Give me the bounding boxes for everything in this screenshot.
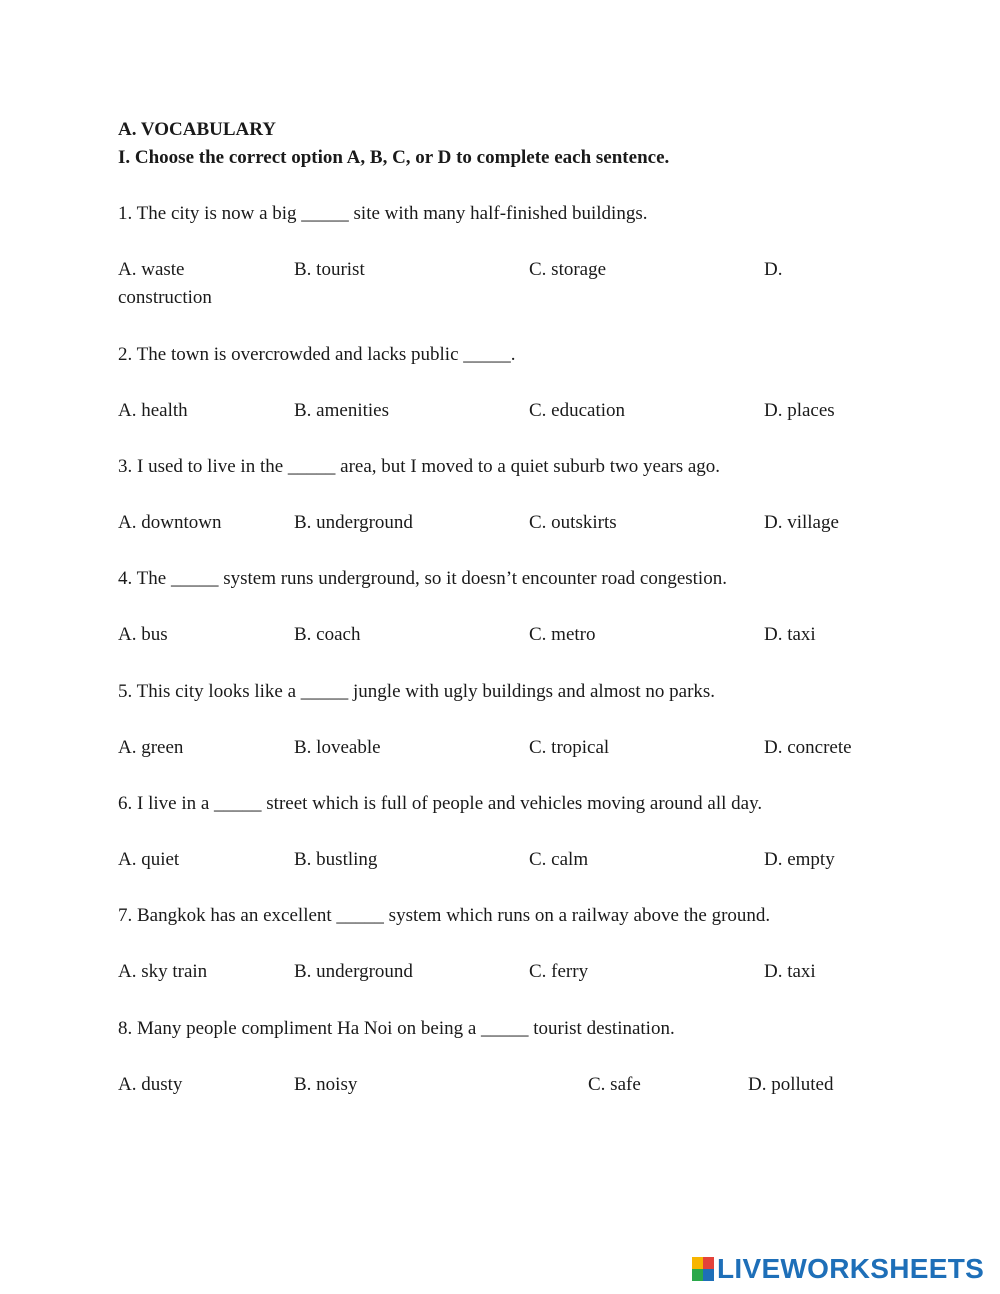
question-1-options bbox=[118, 257, 918, 313]
question-4-option-d[interactable]: D. taxi bbox=[764, 624, 816, 645]
question-7-option-a[interactable]: A. sky train bbox=[118, 961, 208, 982]
question-1-option-d-continuation[interactable]: construction bbox=[118, 287, 212, 308]
question-6-option-b[interactable]: B. bustling bbox=[294, 849, 378, 870]
logo-square-green bbox=[692, 1269, 703, 1281]
question-1-option-c[interactable]: C. storage bbox=[529, 259, 607, 280]
question-2-option-a[interactable]: A. health bbox=[118, 400, 188, 421]
question-5-option-c[interactable]: C. tropical bbox=[529, 737, 610, 758]
question-8-option-a[interactable]: A. dusty bbox=[118, 1074, 183, 1095]
question-4: 4. The _____ system runs underground, so it doesn’t encounter road congestion. bbox=[118, 568, 727, 589]
question-3: 3. I used to live in the _____ area, but I moved to a quiet suburb two years ago. bbox=[118, 456, 721, 477]
question-8-option-b[interactable]: B. noisy bbox=[294, 1074, 358, 1095]
question-5-option-b[interactable]: B. loveable bbox=[294, 737, 381, 758]
question-2-option-b[interactable]: B. amenities bbox=[294, 400, 389, 421]
question-4-options bbox=[118, 622, 918, 678]
question-7-option-c[interactable]: C. ferry bbox=[529, 961, 589, 982]
question-4-option-a[interactable]: A. bus bbox=[118, 624, 168, 645]
question-7-option-b[interactable]: B. underground bbox=[294, 961, 413, 982]
question-7-options bbox=[118, 959, 918, 1015]
question-6-option-d[interactable]: D. empty bbox=[764, 849, 835, 870]
question-4-option-b[interactable]: B. coach bbox=[294, 624, 361, 645]
question-7: 7. Bangkok has an excellent _____ system which runs on a railway above the ground. bbox=[118, 905, 771, 926]
question-3-option-d[interactable]: D. village bbox=[764, 512, 839, 533]
question-7-option-d[interactable]: D. taxi bbox=[764, 961, 816, 982]
question-6: 6. I live in a _____ street which is full of people and vehicles moving around all day. bbox=[118, 793, 763, 814]
question-3-options bbox=[118, 510, 918, 566]
question-1-option-a[interactable]: A. waste bbox=[118, 259, 185, 280]
question-1: 1. The city is now a big _____ site with many half-finished buildings. bbox=[118, 203, 648, 224]
logo-square-blue bbox=[703, 1269, 714, 1281]
question-8-option-c[interactable]: C. safe bbox=[588, 1074, 641, 1095]
question-1-option-d[interactable]: D. bbox=[764, 259, 783, 280]
liveworksheets-logo-icon bbox=[692, 1257, 714, 1281]
question-6-options bbox=[118, 847, 918, 903]
liveworksheets-brand bbox=[692, 1252, 984, 1286]
question-6-option-a[interactable]: A. quiet bbox=[118, 849, 180, 870]
question-2-option-d[interactable]: D. places bbox=[764, 400, 835, 421]
section-title: A. VOCABULARY bbox=[118, 119, 277, 140]
question-4-option-c[interactable]: C. metro bbox=[529, 624, 596, 645]
question-8-option-d[interactable]: D. polluted bbox=[748, 1074, 834, 1095]
question-2-option-c[interactable]: C. education bbox=[529, 400, 626, 421]
question-2-options bbox=[118, 398, 918, 454]
question-5-option-a[interactable]: A. green bbox=[118, 737, 184, 758]
question-5-options bbox=[118, 735, 918, 791]
question-5: 5. This city looks like a _____ jungle with ugly buildings and almost no parks. bbox=[118, 681, 716, 702]
question-8-options bbox=[118, 1072, 918, 1128]
question-8: 8. Many people compliment Ha Noi on being a _____ tourist destination. bbox=[118, 1018, 675, 1039]
logo-square-red bbox=[703, 1257, 714, 1269]
question-3-option-b[interactable]: B. underground bbox=[294, 512, 413, 533]
question-2: 2. The town is overcrowded and lacks public _____. bbox=[118, 344, 516, 365]
question-3-option-a[interactable]: A. downtown bbox=[118, 512, 222, 533]
question-6-option-c[interactable]: C. calm bbox=[529, 849, 589, 870]
question-1-option-b[interactable]: B. tourist bbox=[294, 259, 365, 280]
logo-square-yellow bbox=[692, 1257, 703, 1269]
section-instruction: I. Choose the correct option A, B, C, or D to complete each sentence. bbox=[118, 147, 670, 168]
question-5-option-d[interactable]: D. concrete bbox=[764, 737, 852, 758]
liveworksheets-wordmark: LIVEWORKSHEETS bbox=[717, 1253, 985, 1284]
question-3-option-c[interactable]: C. outskirts bbox=[529, 512, 617, 533]
